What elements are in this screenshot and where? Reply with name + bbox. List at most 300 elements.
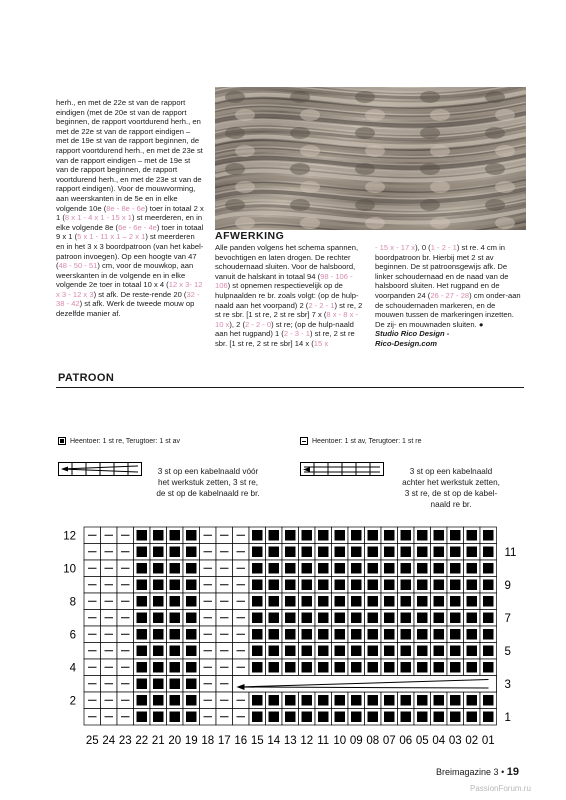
chart-cell [464, 692, 481, 709]
knit-square [153, 679, 164, 690]
knit-square [285, 712, 296, 723]
chart-cell [216, 593, 233, 610]
cable-twist [235, 217, 255, 229]
chart-cell [299, 527, 316, 544]
knit-square [351, 596, 362, 607]
knit-square [351, 695, 362, 706]
cable-twist [430, 109, 450, 121]
knit-square [302, 629, 313, 640]
chart-cell [266, 527, 283, 544]
chart-cell [315, 593, 332, 610]
cable-twist [300, 217, 320, 229]
filled-square-icon [58, 437, 66, 445]
knit-square [467, 580, 478, 591]
chart-cell [480, 709, 497, 726]
chart-cell [282, 659, 299, 676]
chart-cell [167, 610, 184, 627]
chart-cell [266, 626, 283, 643]
cable-back-description: 3 st op een kabelnaald achter het werkstuk zetten, 3 st re, de st op de kabel- naald re br. [402, 467, 500, 509]
column-label: 18 [201, 735, 215, 747]
chart-cell [282, 643, 299, 660]
chart-cell [299, 610, 316, 627]
knit-square [302, 563, 313, 574]
column-label: 21 [151, 735, 165, 747]
chart-cell [101, 709, 118, 726]
chart-cell [101, 643, 118, 660]
chart-cell [233, 676, 250, 693]
chart-cell [101, 659, 118, 676]
chart-cell [348, 560, 365, 577]
cable-twist [355, 199, 375, 211]
afwerking-heading: AFWERKING [215, 230, 285, 242]
chart-cell [233, 544, 250, 561]
knit-square [384, 530, 395, 541]
knit-square [401, 613, 412, 624]
column-label: 14 [267, 735, 281, 747]
chart-cell [183, 626, 200, 643]
chart-cell [414, 709, 431, 726]
knit-square [318, 629, 329, 640]
knit-square [170, 547, 181, 558]
chart-cell [183, 593, 200, 610]
chart-cell [464, 577, 481, 594]
chart-cell [480, 577, 497, 594]
chart-cell [101, 593, 118, 610]
chart-cell [464, 643, 481, 660]
knit-square [153, 580, 164, 591]
chart-cell [216, 560, 233, 577]
chart-cell [315, 643, 332, 660]
chart-cell [282, 676, 299, 693]
chart-cell [183, 692, 200, 709]
chart-cell [431, 527, 448, 544]
chart-cell [84, 577, 101, 594]
knit-square [483, 547, 494, 558]
chart-cell [414, 643, 431, 660]
column-label: 02 [465, 735, 479, 747]
knit-square [434, 580, 445, 591]
knit-square [153, 695, 164, 706]
knit-square [269, 563, 280, 574]
chart-cell [348, 527, 365, 544]
knit-square [335, 596, 346, 607]
chart-cell [315, 709, 332, 726]
knit-square [368, 662, 379, 673]
knit-square [401, 662, 412, 673]
chart-cell [266, 659, 283, 676]
chart-cell [84, 544, 101, 561]
knit-square [450, 629, 461, 640]
knit-square [170, 596, 181, 607]
knit-square [335, 712, 346, 723]
row-label-left: 12 [63, 530, 76, 543]
chart-cell [299, 659, 316, 676]
chart-cell [84, 659, 101, 676]
chart-cell [117, 610, 134, 627]
page-number: 19 [506, 766, 519, 778]
chart-cell [150, 692, 167, 709]
knit-square [186, 530, 197, 541]
knit-square [186, 679, 197, 690]
knit-square [450, 530, 461, 541]
chart-cell [431, 560, 448, 577]
knit-square [186, 695, 197, 706]
chart-cell [348, 544, 365, 561]
chart-cell [134, 709, 151, 726]
knit-square [384, 613, 395, 624]
chart-cell [348, 676, 365, 693]
knit-square [252, 629, 263, 640]
chart-cell [365, 709, 382, 726]
chart-cell [150, 593, 167, 610]
instructions-column-2 [215, 243, 365, 349]
row-label-right: 1 [504, 711, 511, 724]
chart-cell [365, 560, 382, 577]
knit-square [252, 695, 263, 706]
chart-cell [101, 610, 118, 627]
knit-square [434, 712, 445, 723]
column-label: 13 [283, 735, 297, 747]
chart-cell [398, 626, 415, 643]
chart-cell [150, 626, 167, 643]
chart-cell [447, 659, 464, 676]
knit-square [368, 530, 379, 541]
knit-square [434, 613, 445, 624]
chart-cell [464, 544, 481, 561]
chart-cell [315, 659, 332, 676]
knit-square [153, 547, 164, 558]
cable-twist [300, 145, 320, 157]
chart-cell [167, 577, 184, 594]
chart-cell [332, 626, 349, 643]
knit-square [450, 563, 461, 574]
chart-cell [200, 626, 217, 643]
cable-twist [485, 91, 505, 103]
chart-cell [117, 659, 134, 676]
knit-square [153, 712, 164, 723]
knit-square [137, 695, 148, 706]
chart-cell [447, 560, 464, 577]
chart-cell [480, 544, 497, 561]
knit-square [137, 613, 148, 624]
knit-square [335, 613, 346, 624]
chart-cell [464, 659, 481, 676]
chart-cell [299, 577, 316, 594]
cable-twist [355, 127, 375, 139]
chart-cell [117, 593, 134, 610]
chart-cell [447, 626, 464, 643]
cable-front-description: 3 st op een kabelnaald vóór het werkstuk zetten, 3 st re, de st op de kabelnaald re br. [156, 467, 260, 498]
chart-cell [365, 577, 382, 594]
knit-square [417, 596, 428, 607]
knit-square [170, 629, 181, 640]
knit-square [351, 613, 362, 624]
chart-cell [480, 643, 497, 660]
chart-cell [480, 676, 497, 693]
column-label: 24 [102, 735, 116, 747]
knit-sample-photo [215, 87, 526, 230]
chart-cell [249, 544, 266, 561]
chart-cell [480, 593, 497, 610]
patroon-heading: PATROON [58, 372, 115, 384]
knit-square [269, 646, 280, 657]
chart-cell [84, 593, 101, 610]
column-label: 05 [415, 735, 429, 747]
cable-twist [225, 127, 245, 139]
row-label-right: 11 [504, 546, 517, 559]
chart-cell [84, 610, 101, 627]
column-label: 07 [382, 735, 396, 747]
knit-square [153, 596, 164, 607]
chart-cell [348, 692, 365, 709]
chart-cell [200, 610, 217, 627]
chart-cell [414, 577, 431, 594]
chart-cell [101, 560, 118, 577]
knit-square [368, 563, 379, 574]
chart-cell [332, 593, 349, 610]
column-label: 17 [217, 735, 231, 747]
chart-cell [117, 577, 134, 594]
knit-square [252, 530, 263, 541]
cable-twist [355, 163, 375, 175]
dash-square-icon [300, 437, 308, 445]
knit-square [483, 563, 494, 574]
chart-cell [233, 659, 250, 676]
knit-square [186, 712, 197, 723]
cable-span [233, 676, 497, 693]
chart-cell [381, 593, 398, 610]
knit-square [368, 695, 379, 706]
knit-square [384, 563, 395, 574]
knit-square [335, 646, 346, 657]
knit-square [137, 530, 148, 541]
chart-cell [365, 527, 382, 544]
chart-cell [315, 527, 332, 544]
chart-cell [447, 577, 464, 594]
knit-square [170, 712, 181, 723]
knit-square [434, 547, 445, 558]
knit-square [335, 580, 346, 591]
cable-twist [495, 181, 515, 193]
cable-back-icon [300, 462, 384, 476]
knit-square [170, 679, 181, 690]
chart-cell [299, 643, 316, 660]
chart-cell [365, 610, 382, 627]
knit-square [483, 613, 494, 624]
cable-twist [225, 199, 245, 211]
chart-cell [431, 709, 448, 726]
page-footer [436, 766, 519, 778]
knit-square [467, 547, 478, 558]
chart-cell [365, 643, 382, 660]
chart-cell [299, 626, 316, 643]
chart-cell [464, 593, 481, 610]
knit-square [483, 695, 494, 706]
knit-square [401, 596, 412, 607]
column-label: 09 [349, 735, 363, 747]
chart-cell [348, 610, 365, 627]
knit-square [384, 580, 395, 591]
knit-square [483, 646, 494, 657]
knit-square [401, 580, 412, 591]
knit-square [467, 563, 478, 574]
chart-cell [233, 626, 250, 643]
knit-square [335, 695, 346, 706]
knit-square [368, 547, 379, 558]
row-label-left: 4 [69, 662, 76, 675]
knit-square [318, 613, 329, 624]
chart-cell [315, 692, 332, 709]
chart-cell [216, 610, 233, 627]
chart-cell [167, 544, 184, 561]
knit-square [351, 530, 362, 541]
chart-cell [233, 593, 250, 610]
knit-square [467, 629, 478, 640]
chart-cell [134, 610, 151, 627]
chart-cell [216, 643, 233, 660]
knit-square [467, 662, 478, 673]
knit-square [318, 563, 329, 574]
chart-cell [332, 560, 349, 577]
knit-square [335, 530, 346, 541]
knit-square [269, 580, 280, 591]
knit-square [434, 563, 445, 574]
knit-square [483, 662, 494, 673]
column-label: 06 [399, 735, 413, 747]
chart-cell [365, 659, 382, 676]
chart-cell [200, 544, 217, 561]
knit-square [417, 613, 428, 624]
chart-cell [84, 692, 101, 709]
knit-square [269, 596, 280, 607]
knit-square [434, 596, 445, 607]
knit-square [285, 580, 296, 591]
chart-cell [249, 626, 266, 643]
chart-cell [249, 610, 266, 627]
chart-cell [134, 544, 151, 561]
chart-cell [183, 527, 200, 544]
chart-cell [266, 676, 283, 693]
knit-square [434, 646, 445, 657]
knit-square [302, 646, 313, 657]
knit-square [285, 629, 296, 640]
knit-square [417, 547, 428, 558]
chart-cell [117, 560, 134, 577]
chart-cell [315, 610, 332, 627]
knit-square [302, 596, 313, 607]
knit-square [384, 596, 395, 607]
chart-cell [249, 659, 266, 676]
chart-cell [464, 676, 481, 693]
column-label: 22 [135, 735, 149, 747]
chart-cell [150, 544, 167, 561]
chart-cell [398, 577, 415, 594]
knit-square [170, 646, 181, 657]
chart-cell [348, 593, 365, 610]
cable-twist [495, 217, 515, 229]
chart-cell [101, 577, 118, 594]
chart-cell [332, 577, 349, 594]
chart-cell [183, 560, 200, 577]
chart-cell [447, 676, 464, 693]
row-label-left: 8 [69, 596, 76, 609]
knit-square [384, 695, 395, 706]
chart-cell [414, 544, 431, 561]
knit-square [186, 547, 197, 558]
chart-cell [348, 643, 365, 660]
chart-cell [216, 709, 233, 726]
chart-cell [134, 643, 151, 660]
chart-cell [414, 593, 431, 610]
chart-cell [233, 709, 250, 726]
knit-square [434, 695, 445, 706]
chart-cell [464, 626, 481, 643]
chart-cell [414, 692, 431, 709]
knit-square [368, 613, 379, 624]
chart-cell [431, 626, 448, 643]
knit-square [450, 646, 461, 657]
chart-cell [134, 659, 151, 676]
knit-square [450, 547, 461, 558]
chart-cell [348, 577, 365, 594]
knit-square [417, 646, 428, 657]
chart-cell [134, 560, 151, 577]
chart-cell [315, 544, 332, 561]
chart-cell [266, 560, 283, 577]
chart-cell [447, 593, 464, 610]
chart-cell [233, 527, 250, 544]
chart-cell [249, 709, 266, 726]
knit-square [401, 530, 412, 541]
chart-cell [84, 527, 101, 544]
chart-cell [266, 643, 283, 660]
knit-square [302, 712, 313, 723]
chart-cell [431, 692, 448, 709]
knit-square [252, 613, 263, 624]
chart-cell [381, 692, 398, 709]
cable-twist [430, 181, 450, 193]
chart-cell [480, 560, 497, 577]
knit-square [384, 712, 395, 723]
knit-square [170, 563, 181, 574]
knit-square [368, 629, 379, 640]
cable-line [239, 687, 489, 688]
knit-square [170, 613, 181, 624]
knit-square [170, 662, 181, 673]
chart-cell [299, 709, 316, 726]
chart-cell [134, 527, 151, 544]
knit-square [467, 613, 478, 624]
knit-square [153, 613, 164, 624]
chart-cell [84, 676, 101, 693]
chart-cell [381, 610, 398, 627]
chart-cell [249, 560, 266, 577]
chart-cell [134, 692, 151, 709]
chart-cell [200, 593, 217, 610]
column-label: 04 [432, 735, 446, 747]
chart-cell [183, 643, 200, 660]
knit-square [417, 695, 428, 706]
cable-twist [365, 109, 385, 121]
column-label: 11 [317, 735, 330, 747]
chart-cell [200, 577, 217, 594]
knit-square [285, 695, 296, 706]
knit-square [467, 646, 478, 657]
chart-cell [315, 577, 332, 594]
knit-square [186, 662, 197, 673]
column-label: 16 [234, 735, 248, 747]
cable-twist [430, 145, 450, 157]
